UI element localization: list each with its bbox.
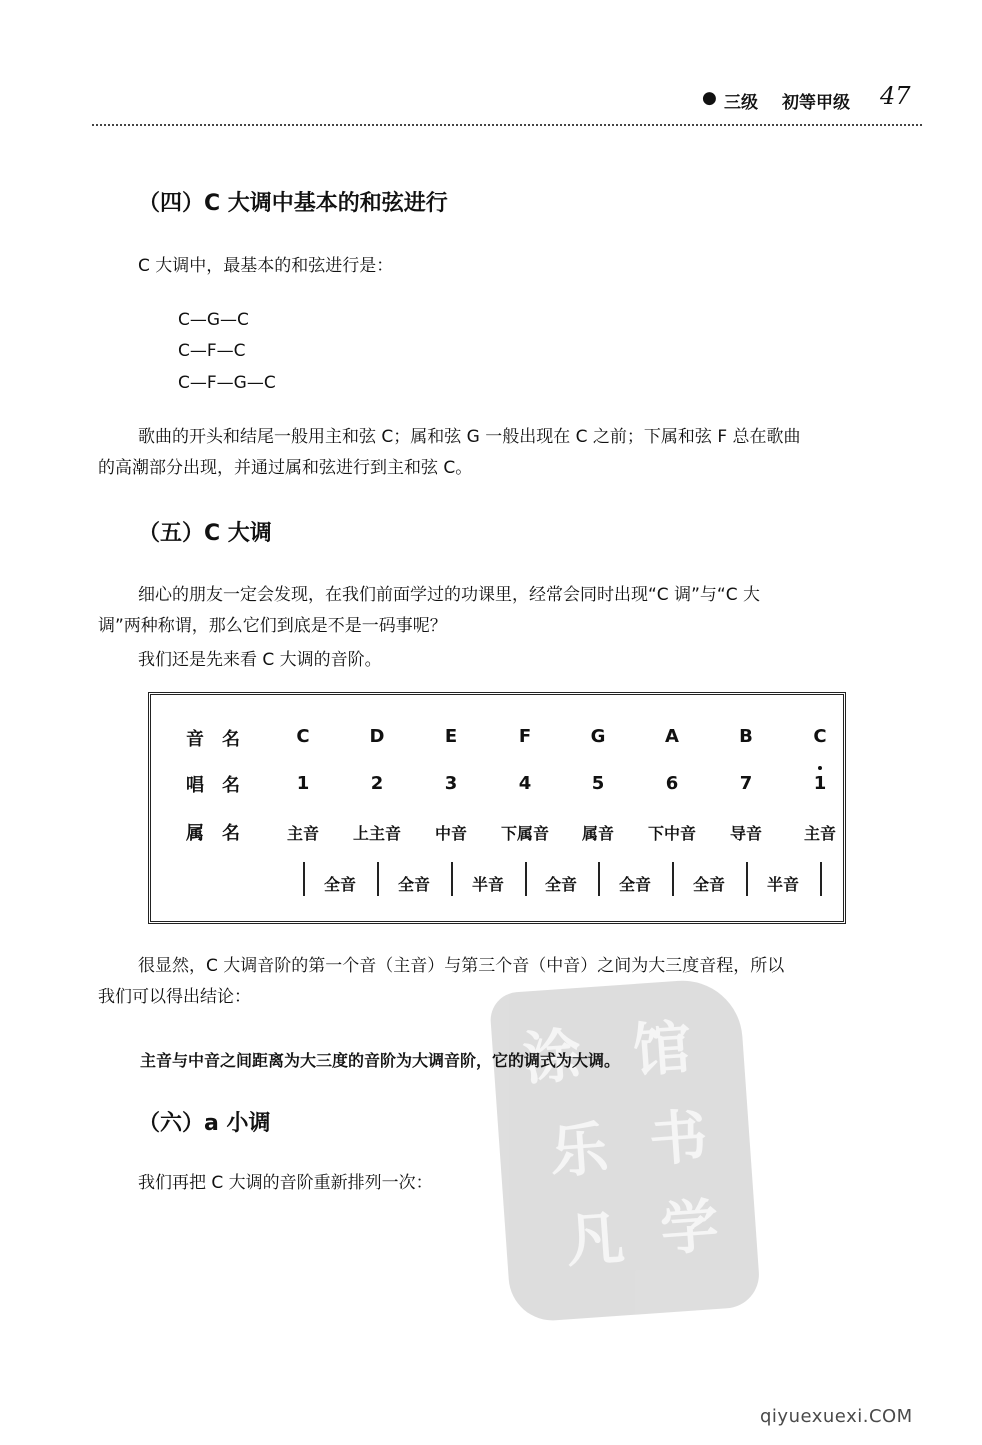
row-label-note-name: 音 名	[186, 729, 240, 750]
step-divider	[451, 862, 453, 896]
row-label-function: 属 名	[186, 823, 240, 844]
scale-degree-name: 下中音	[647, 824, 697, 843]
step-divider	[672, 862, 674, 896]
note-name: A	[665, 726, 679, 747]
analysis-line2: 我们可以得出结论：	[98, 987, 251, 1007]
section4-paragraph-line1: 歌曲的开头和结尾一般用主和弦 C；属和弦 G 一般出现在 C 之前；下属和弦 F 总在歌曲	[138, 427, 801, 447]
row-label-solfege: 唱 名	[186, 775, 240, 796]
section4-intro: C 大调中，最基本的和弦进行是：	[138, 256, 394, 276]
interval-step: 半音	[471, 875, 505, 894]
section-title-4: （四）C 大调中基本的和弦进行	[138, 191, 448, 216]
solfege-number: 5	[591, 773, 605, 794]
solfege-number: 2	[370, 773, 384, 794]
seal-char: 学	[658, 1191, 721, 1264]
seal-char: 乐	[547, 1114, 611, 1187]
seal-char: 书	[647, 1102, 710, 1175]
scale-degree-name: 属音	[581, 824, 615, 843]
header-level: 三级	[724, 93, 758, 113]
section5-line1: 细心的朋友一定会发现，在我们前面学过的功课里，经常会同时出现“C 调”与“C 大	[138, 585, 760, 605]
scale-degree-name: 主音	[286, 824, 320, 843]
interval-step: 全音	[692, 875, 726, 894]
progression-1: C—G—C	[178, 310, 249, 330]
solfege-number: 6	[665, 773, 679, 794]
header-grade: 初等甲级	[782, 93, 850, 113]
header-bullet: ●	[702, 88, 717, 108]
solfege-number: 1	[813, 773, 827, 794]
step-divider	[525, 862, 527, 896]
section-title-6: （六）a 小调	[138, 1111, 271, 1136]
interval-step: 半音	[766, 875, 800, 894]
step-divider	[303, 862, 305, 896]
note-name: C	[813, 726, 827, 747]
solfege-number: 4	[518, 773, 532, 794]
step-divider	[377, 862, 379, 896]
section5-line3: 我们还是先来看 C 大调的音阶。	[138, 650, 382, 670]
step-divider	[820, 862, 822, 896]
header-divider	[92, 124, 922, 126]
scale-degree-name: 上主音	[352, 824, 402, 843]
section6-intro: 我们再把 C 大调的音阶重新排列一次：	[138, 1173, 433, 1193]
solfege-number: 1	[296, 773, 310, 794]
seal-char: 涂	[521, 1020, 584, 1093]
solfege-number: 7	[739, 773, 753, 794]
note-name: E	[444, 726, 458, 747]
step-divider	[746, 862, 748, 896]
scale-degree-name: 下属音	[500, 824, 550, 843]
note-name: C	[296, 726, 310, 747]
interval-step: 全音	[323, 875, 357, 894]
scale-degree-name: 导音	[729, 824, 763, 843]
interval-step: 全音	[618, 875, 652, 894]
progression-2: C—F—C	[178, 341, 246, 361]
note-name: B	[739, 726, 753, 747]
seal-char: 凡	[563, 1203, 627, 1276]
note-name: D	[369, 726, 385, 747]
note-name: F	[518, 726, 532, 747]
interval-step: 全音	[397, 875, 431, 894]
scale-degree-name: 中音	[434, 824, 468, 843]
solfege-number: 3	[444, 773, 458, 794]
site-watermark: qiyuexuexi.COM	[760, 1406, 913, 1427]
scale-degree-name: 主音	[803, 824, 837, 843]
analysis-line1: 很显然，C 大调音阶的第一个音（主音）与第三个音（中音）之间为大三度音程，所以	[138, 956, 785, 976]
conclusion-statement: 主音与中音之间距离为大三度的音阶为大调音阶，它的调式为大调。	[140, 1051, 621, 1070]
interval-step: 全音	[544, 875, 578, 894]
seal-char: 馆	[630, 1013, 694, 1086]
page-number: 47	[880, 82, 911, 110]
note-name: G	[590, 726, 606, 747]
progression-3: C—F—G—C	[178, 373, 276, 393]
section4-paragraph-line2: 的高潮部分出现，并通过属和弦进行到主和弦 C。	[98, 458, 473, 478]
section5-line2: 调”两种称谓，那么它们到底是不是一码事呢？	[98, 616, 447, 636]
step-divider	[598, 862, 600, 896]
section-title-5: （五）C 大调	[138, 521, 272, 546]
seal-stamp	[489, 977, 761, 1324]
octave-dot	[818, 766, 822, 770]
